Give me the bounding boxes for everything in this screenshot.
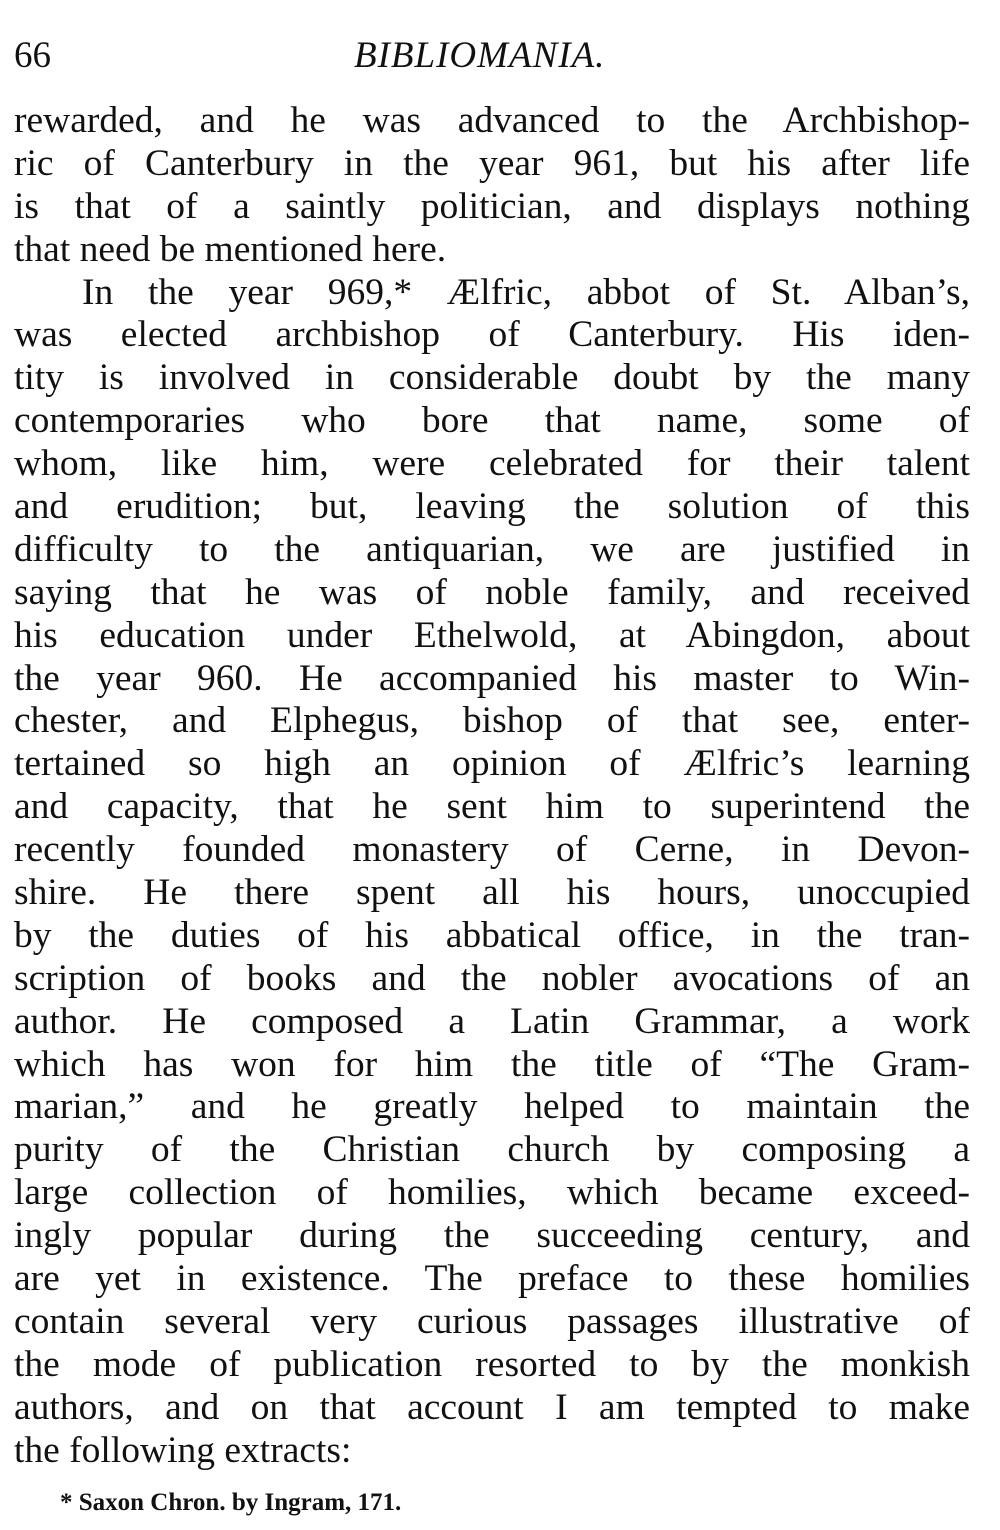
text-line: author. He composed a Latin Grammar, a work [14,1000,970,1042]
text-line: difficulty to the antiquarian, we are justified in [14,528,970,570]
text-line: large collection of homilies, which became exceed- [14,1172,970,1214]
page-number: 66 [14,35,51,76]
text-line: the following extracts: [14,1429,352,1471]
text-line: the year 960. He accompanied his master to Win- [14,657,970,699]
text-line: ric of Canterbury in the year 961, but his after life [14,142,970,184]
running-head [14,32,974,80]
text-line: authors, and on that account I am tempted to make [14,1386,970,1428]
text-line: by the duties of his abbatical office, in the tran- [14,914,970,956]
text-line: whom, like him, were celebrated for their talent [14,443,970,485]
body-text [14,100,970,1473]
text-line: his education under Ethelwold, at Abingdon, about [14,614,970,656]
text-line: chester, and Elphegus, bishop of that see, enter- [14,700,970,742]
text-line: and erudition; but, leaving the solution of this [14,486,970,528]
text-line: is that of a saintly politician, and displays nothing [14,185,970,227]
text-line: saying that he was of noble family, and received [14,571,970,613]
text-line: ingly popular during the succeeding century, and [14,1215,970,1257]
text-line: the mode of publication resorted to by the monkish [14,1343,970,1385]
text-line: that need be mentioned here. [14,228,447,270]
text-line: contemporaries who bore that name, some of [14,400,970,442]
text-line: tertained so high an opinion of Ælfric’s learning [14,743,970,785]
text-line: recently founded monastery of Cerne, in Devon- [14,829,970,871]
footnote: * Saxon Chron. by Ingram, 171. [60,1489,402,1516]
text-line: shire. He there spent all his hours, unoccupied [14,872,970,914]
text-line: In the year 969,* Ælfric, abbot of St. Alban’s, [82,271,970,313]
text-line: contain several very curious passages illustrative of [14,1300,970,1342]
text-line: and capacity, that he sent him to superintend the [14,786,970,828]
text-line: was elected archbishop of Canterbury. His iden- [14,314,970,356]
text-line: which has won for him the title of “The Gram- [14,1043,970,1085]
text-line: tity is involved in considerable doubt by the many [14,357,970,399]
text-line: are yet in existence. The preface to these homilies [14,1258,970,1300]
text-line: purity of the Christian church by composing a [14,1129,970,1171]
text-line: rewarded, and he was advanced to the Archbishop- [14,100,970,141]
text-line: scription of books and the nobler avocations of an [14,957,970,999]
running-title: BIBLIOMANIA. [354,35,606,76]
text-line: marian,” and he greatly helped to maintain the [14,1086,970,1128]
